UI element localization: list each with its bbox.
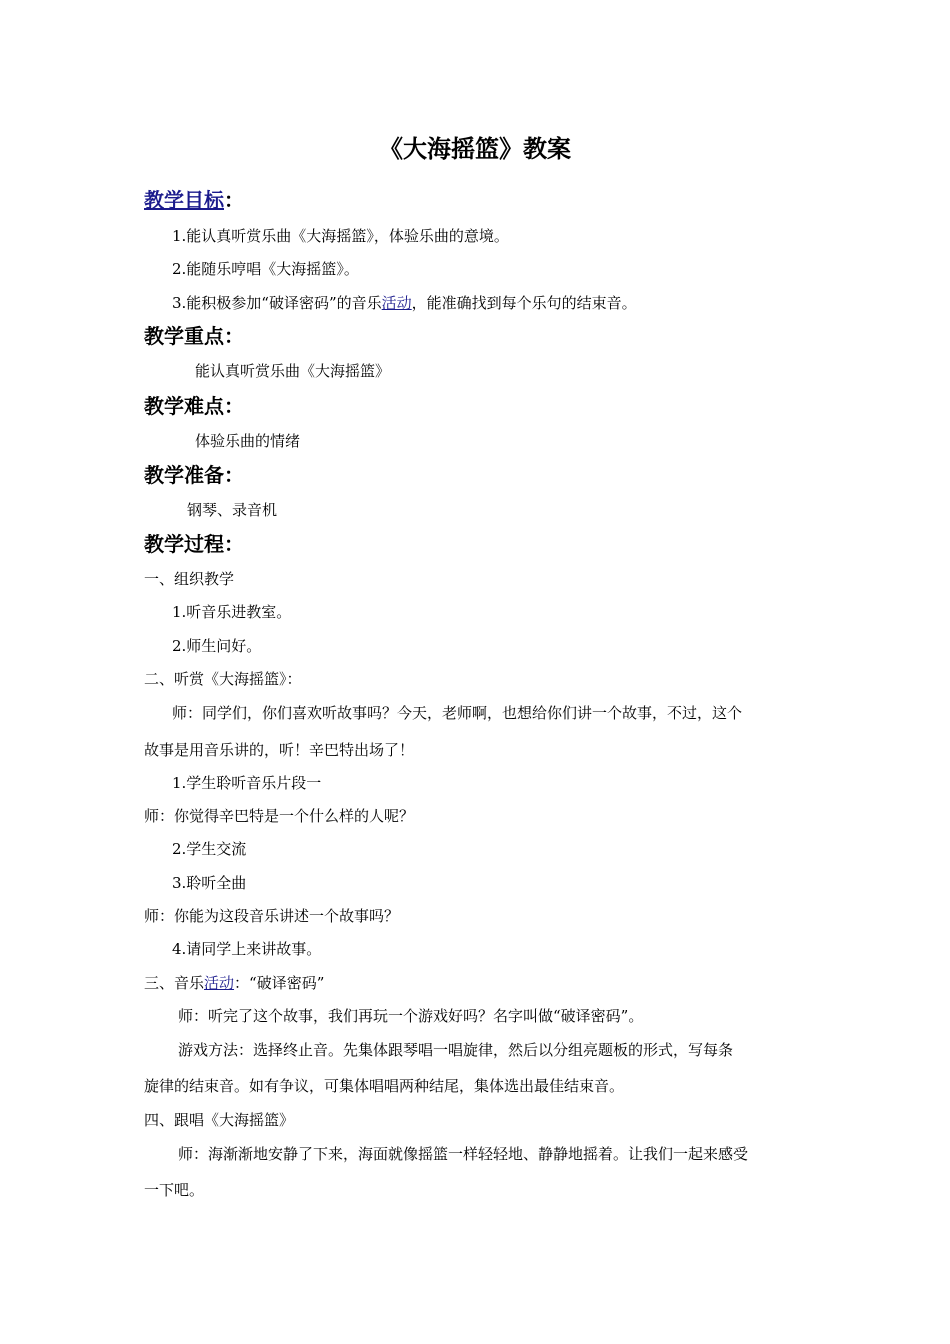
section-3-title-after: ：“破译密码” xyxy=(234,974,325,992)
section-3-method-line-1: 游戏方法：选择终止音。先集体跟琴唱一唱旋律，然后以分组亮题板的形式，写每条 xyxy=(178,1041,734,1059)
objective-item-3-before: 3.能积极参加“破译密码”的音乐 xyxy=(172,294,382,312)
section-2-item-1: 1.学生聆听音乐片段一 xyxy=(172,774,322,792)
key-points-text: 能认真听赏乐曲《大海摇篮》 xyxy=(195,362,391,380)
objective-item-2: 2.能随乐哼唱《大海摇篮》。 xyxy=(172,260,359,278)
objective-item-1: 1.能认真听赏乐曲《大海摇篮》，体验乐曲的意境。 xyxy=(172,227,509,245)
section-4-title: 四、跟唱《大海摇篮》 xyxy=(144,1111,295,1129)
section-4-paragraph-line-2: 一下吧。 xyxy=(144,1181,205,1199)
section-2-question-2: 师：你能为这段音乐讲述一个故事吗？ xyxy=(144,907,400,925)
objective-item-3 xyxy=(172,292,637,314)
section-4-paragraph-line-1: 师：海渐渐地安静了下来，海面就像摇篮一样轻轻地、静静地摇着。让我们一起来感受 xyxy=(178,1145,749,1163)
section-2-title: 二、听赏《大海摇篮》： xyxy=(144,670,302,688)
section-3-activity-link[interactable]: 活动 xyxy=(204,974,235,992)
heading-objectives xyxy=(144,186,244,214)
heading-process: 教学过程： xyxy=(144,532,244,556)
difficulties-text: 体验乐曲的情绪 xyxy=(195,432,301,450)
section-1-title: 一、组织教学 xyxy=(144,570,235,588)
section-3-title-before: 三、音乐 xyxy=(144,974,205,992)
heading-key-points: 教学重点： xyxy=(144,324,244,348)
document-title: 《大海摇篮》教案 xyxy=(379,134,571,163)
objectives-link[interactable]: 教学目标 xyxy=(144,188,224,212)
section-2-question-1: 师：你觉得辛巴特是一个什么样的人呢？ xyxy=(144,807,415,825)
objectives-colon: ： xyxy=(224,188,244,212)
section-1-item-1: 1.听音乐进教室。 xyxy=(172,603,292,621)
preparation-text: 钢琴、录音机 xyxy=(187,501,278,519)
heading-difficulties: 教学难点： xyxy=(144,394,244,418)
activity-link[interactable]: 活动 xyxy=(381,294,412,312)
section-2-paragraph-line-2: 故事是用音乐讲的，听！辛巴特出场了！ xyxy=(144,741,415,759)
section-2-item-2: 2.学生交流 xyxy=(172,840,247,858)
heading-preparation: 教学准备： xyxy=(144,463,244,487)
section-2-item-3: 3.聆听全曲 xyxy=(172,874,247,892)
section-3-title xyxy=(144,972,324,994)
section-2-paragraph-line-1: 师：同学们，你们喜欢听故事吗？今天，老师啊，也想给你们讲一个故事，不过，这个 xyxy=(172,704,743,722)
section-3-method-line-2: 旋律的结束音。如有争议，可集体唱唱两种结尾，集体选出最佳结束音。 xyxy=(144,1077,625,1095)
section-2-item-4: 4.请同学上来讲故事。 xyxy=(172,940,322,958)
section-1-item-2: 2.师生问好。 xyxy=(172,637,262,655)
objective-item-3-after: ，能准确找到每个乐句的结束音。 xyxy=(411,294,637,312)
section-3-teacher-line: 师：听完了这个故事，我们再玩一个游戏好吗？名字叫做“破译密码”。 xyxy=(178,1007,644,1025)
